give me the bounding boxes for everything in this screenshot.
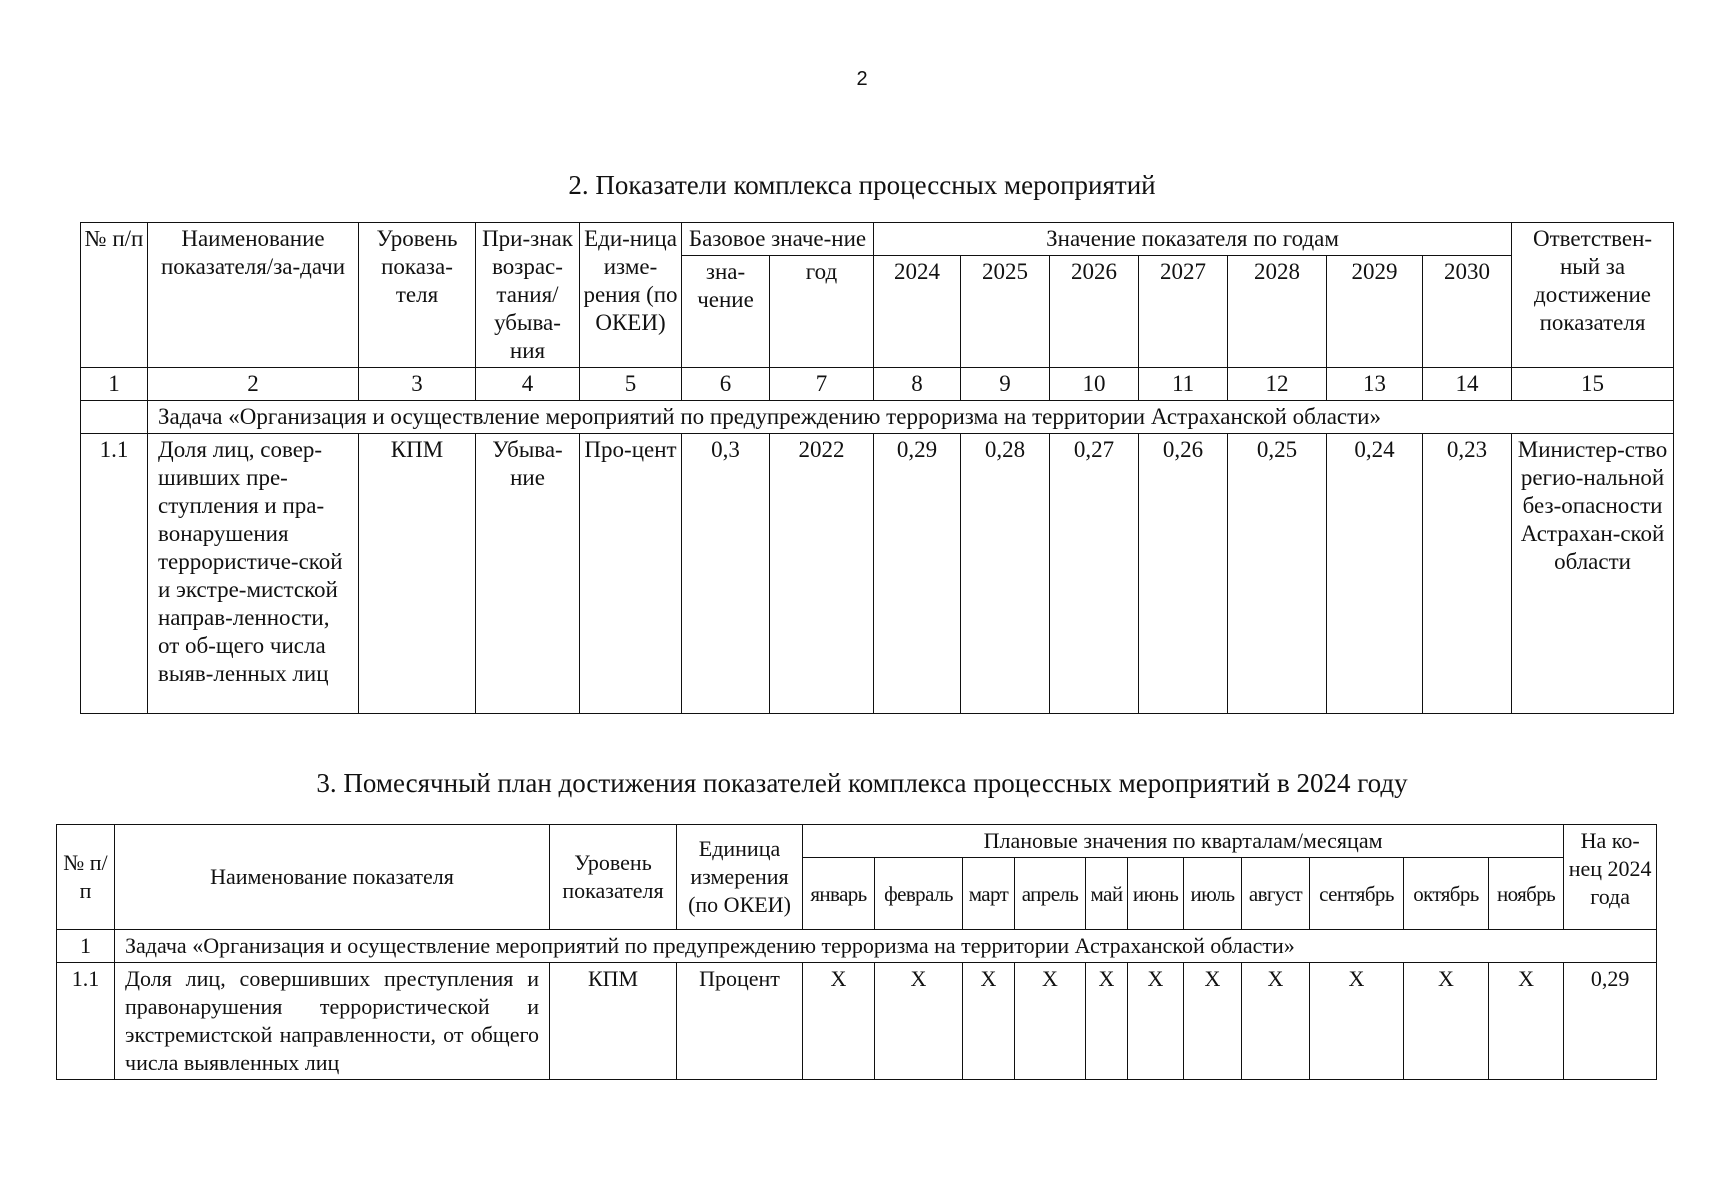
row-name: Доля лиц, совер-шивших пре-ступления и пра-вонарушения террористиче-ской и экстре-мистской направ-ленности, от об-щего числа выяв-ленных лиц	[148, 434, 359, 714]
row-unit: Процент	[677, 963, 803, 1080]
row-base-value: 0,3	[682, 434, 770, 714]
row-month-value: X	[963, 963, 1015, 1080]
header-month: июнь	[1128, 858, 1184, 930]
row-month-value: X	[1310, 963, 1404, 1080]
row-sign: Убыва-ние	[476, 434, 580, 714]
row-year-value: 0,25	[1228, 434, 1327, 714]
row-level: КПМ	[550, 963, 677, 1080]
column-number: 1	[81, 368, 148, 401]
header-name: Наименование показателя	[115, 825, 550, 930]
row-year-value: 0,24	[1327, 434, 1423, 714]
header-year: 2025	[961, 256, 1050, 368]
row-responsible: Министер-ство регио-нальной без-опасности Астрахан-ской области	[1512, 434, 1674, 714]
task-title: Задача «Организация и осуществление мероприятий по предупреждению терроризма на территории Астраханской области»	[115, 930, 1657, 963]
header-month: май	[1086, 858, 1128, 930]
header-plan-group: Плановые значения по кварталам/месяцам	[803, 825, 1564, 858]
row-month-value: X	[803, 963, 875, 1080]
column-number: 8	[874, 368, 961, 401]
header-level: Уровень показателя	[550, 825, 677, 930]
plan-indicator-row	[57, 963, 1657, 1080]
column-number: 3	[359, 368, 476, 401]
header-sign: При-знак возрас-тания/ убыва-ния	[476, 223, 580, 368]
header-name: Наименование показателя/за-дачи	[148, 223, 359, 368]
header-month: апрель	[1015, 858, 1086, 930]
header-year: 2028	[1228, 256, 1327, 368]
row-year-value: 0,26	[1139, 434, 1228, 714]
row-base-year: 2022	[770, 434, 874, 714]
header-month: март	[963, 858, 1015, 930]
column-number: 12	[1228, 368, 1327, 401]
row-year-value: 0,27	[1050, 434, 1139, 714]
row-end-value: 0,29	[1564, 963, 1657, 1080]
header-month: октябрь	[1404, 858, 1489, 930]
header-year: 2027	[1139, 256, 1228, 368]
section3-heading: 3. Помесячный план достижения показателей комплекса процессных мероприятий в 2024 году	[316, 768, 1408, 798]
header-month: сентябрь	[1310, 858, 1404, 930]
indicator-row	[81, 434, 1674, 714]
row-month-value: X	[1184, 963, 1242, 1080]
header-year: 2024	[874, 256, 961, 368]
header-month: июль	[1184, 858, 1242, 930]
row-year-value: 0,23	[1423, 434, 1512, 714]
header-base-year: год	[770, 256, 874, 368]
header-unit: Еди-ница изме-рения (по ОКЕИ)	[580, 223, 682, 368]
header-month: август	[1242, 858, 1310, 930]
plan-task-row	[57, 930, 1657, 963]
header-month: февраль	[875, 858, 963, 930]
task-row	[81, 401, 1674, 434]
column-numbers-row	[81, 368, 1674, 401]
row-year-value: 0,28	[961, 434, 1050, 714]
monthly-plan-table	[56, 824, 1657, 1080]
task-num-cell	[81, 401, 148, 434]
header-base-value: зна-чение	[682, 256, 770, 368]
header-years-group: Значение показателя по годам	[874, 223, 1512, 256]
column-number: 6	[682, 368, 770, 401]
task-title: Задача «Организация и осуществление мероприятий по предупреждению терроризма на территории Астраханской области»	[148, 401, 1674, 434]
section2-heading: 2. Показатели комплекса процессных мероприятий	[568, 170, 1156, 200]
column-number: 15	[1512, 368, 1674, 401]
column-number: 13	[1327, 368, 1423, 401]
row-month-value: X	[1404, 963, 1489, 1080]
header-year: 2029	[1327, 256, 1423, 368]
row-month-value: X	[1489, 963, 1564, 1080]
header-unit: Единица измерения (по ОКЕИ)	[677, 825, 803, 930]
page-number: 2	[856, 68, 868, 90]
indicators-table	[80, 222, 1674, 714]
column-number: 14	[1423, 368, 1512, 401]
column-number: 4	[476, 368, 580, 401]
header-num: № п/п	[81, 223, 148, 368]
row-num: 1.1	[57, 963, 115, 1080]
row-month-value: X	[1242, 963, 1310, 1080]
row-month-value: X	[875, 963, 963, 1080]
header-base: Базовое значе-ние	[682, 223, 874, 256]
header-num: № п/п	[57, 825, 115, 930]
task-num: 1	[57, 930, 115, 963]
row-month-value: X	[1015, 963, 1086, 1080]
header-year: 2030	[1423, 256, 1512, 368]
row-year-value: 0,29	[874, 434, 961, 714]
column-number: 10	[1050, 368, 1139, 401]
row-level: КПМ	[359, 434, 476, 714]
column-number: 9	[961, 368, 1050, 401]
header-responsible: Ответствен-ный за достижение показателя	[1512, 223, 1674, 368]
row-month-value: X	[1128, 963, 1184, 1080]
header-month: ноябрь	[1489, 858, 1564, 930]
header-year: 2026	[1050, 256, 1139, 368]
column-number: 7	[770, 368, 874, 401]
row-name: Доля лиц, совершивших преступления и правонарушения террористической и экстремистской направленности, от общего числа выявленных лиц	[115, 963, 550, 1080]
indicators-header-row-1	[81, 223, 1674, 256]
column-number: 5	[580, 368, 682, 401]
column-number: 11	[1139, 368, 1228, 401]
header-level: Уровень показа-теля	[359, 223, 476, 368]
plan-header-row-1	[57, 825, 1657, 858]
header-month: январь	[803, 858, 875, 930]
row-unit: Про-цент	[580, 434, 682, 714]
row-num: 1.1	[81, 434, 148, 714]
header-end: На ко-нец 2024 года	[1564, 825, 1657, 930]
row-month-value: X	[1086, 963, 1128, 1080]
column-number: 2	[148, 368, 359, 401]
